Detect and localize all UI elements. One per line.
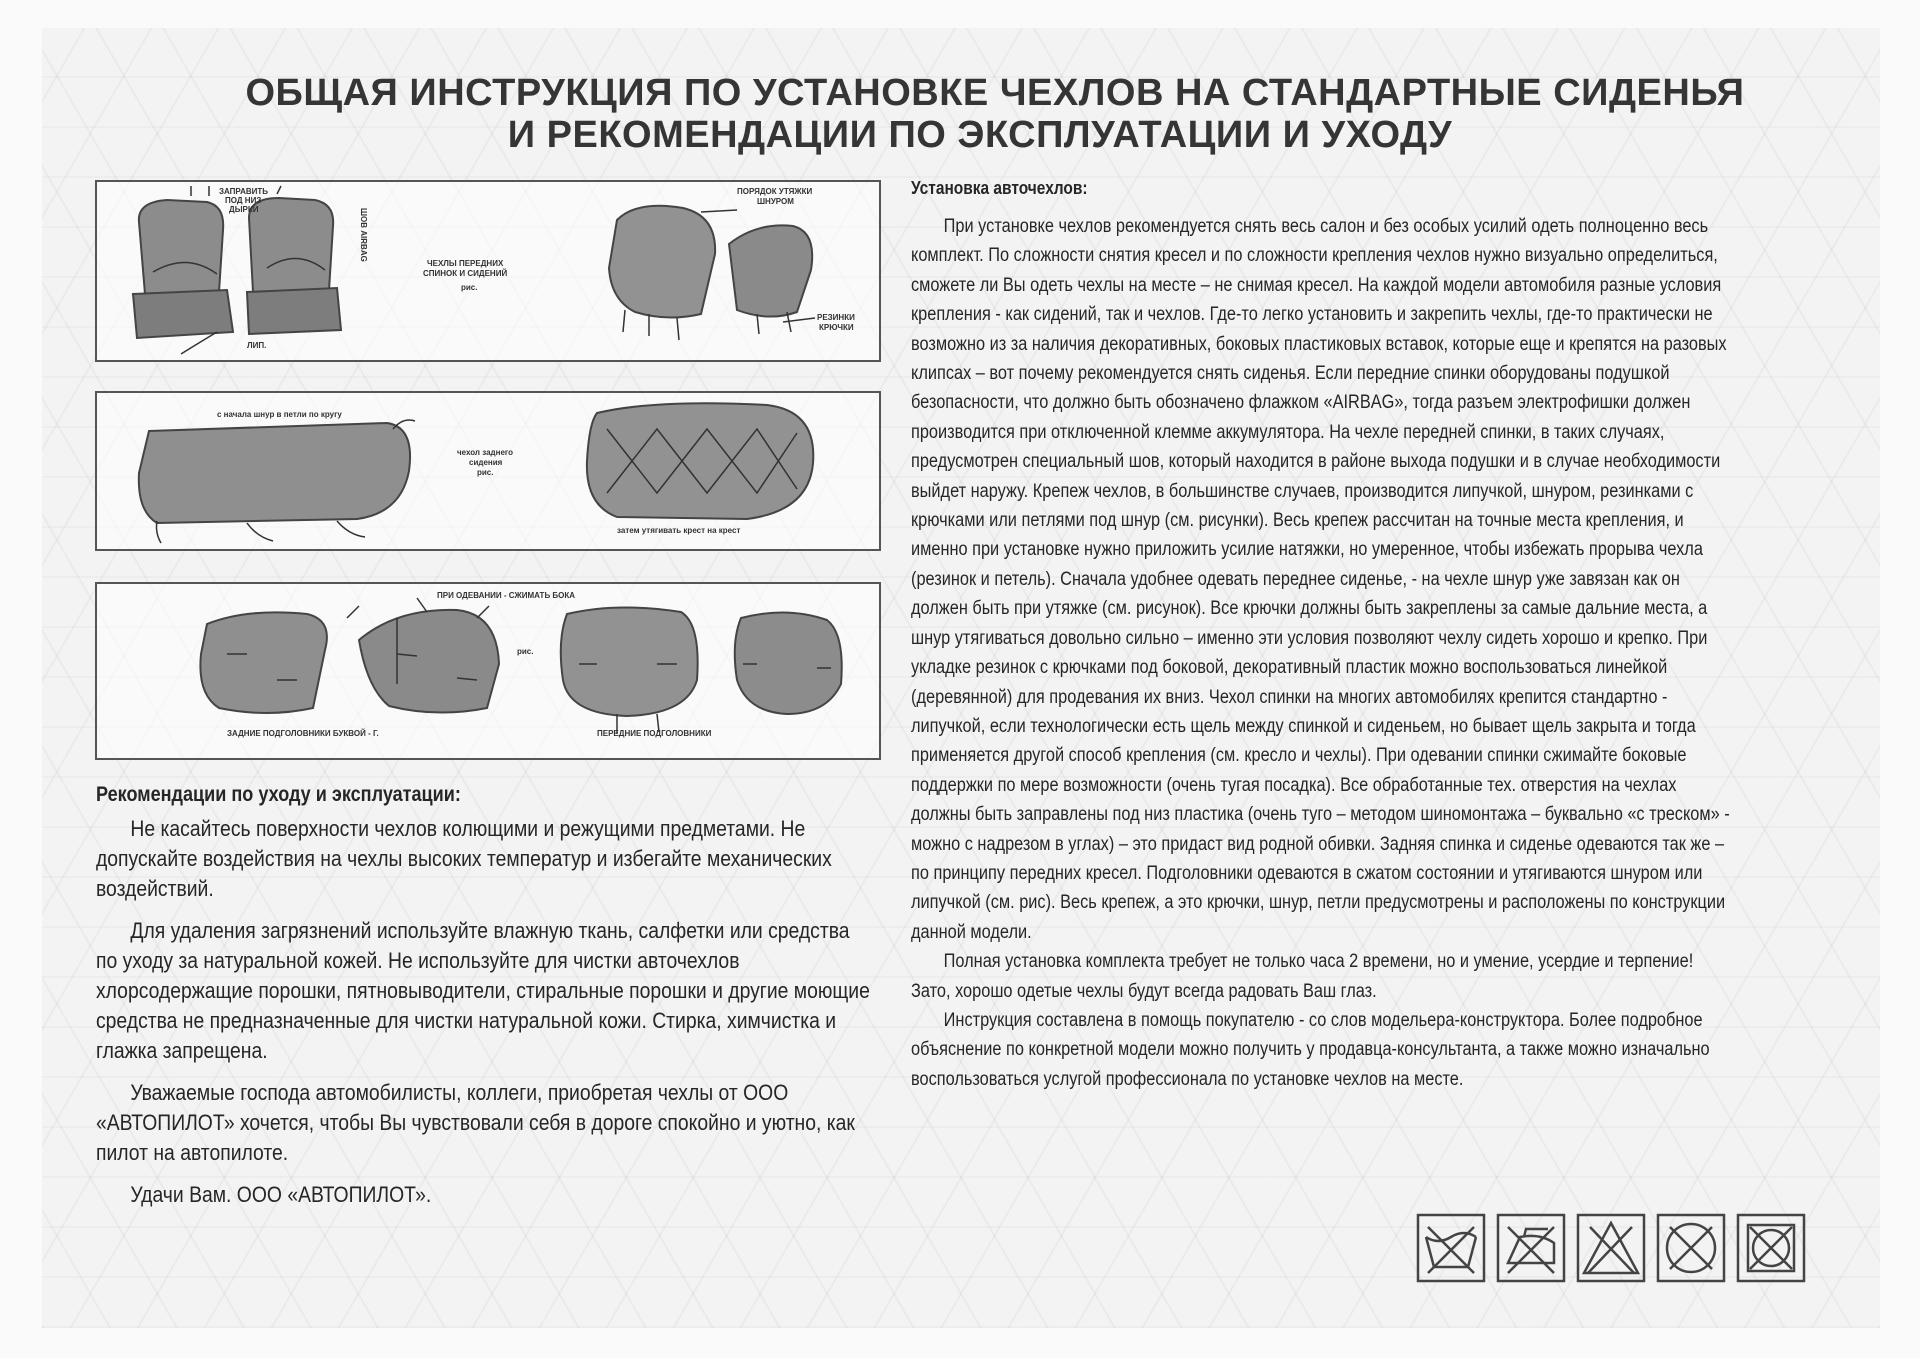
label-tuck: ЗАПРАВИТЬ <box>219 187 269 196</box>
caption-fig: рис. <box>461 283 478 292</box>
label-lacing-order: ПОРЯДОК УТЯЖКИ <box>737 187 813 196</box>
label-cross-lacing: затем утягивать крест на крест <box>617 526 741 535</box>
recommendation-paragraph-3: Уважаемые господа автомобилисты, коллеги, приобретая чехлы от ООО «АВТОПИЛОТ» хочется, чтобы Вы чувствовали себя в дороге спокойно и уютно, как пилот на автопилоте. <box>96 1080 855 1165</box>
label-lace-loops: с начала шнур в петли по кругу <box>217 410 342 419</box>
do-not-tumble-dry-icon <box>1656 1213 1726 1283</box>
installation-heading: Установка авточехлов: <box>911 178 1088 198</box>
seat-back-right <box>249 198 333 292</box>
headrest-cover-side <box>729 225 812 316</box>
rear-headrest-2 <box>359 610 499 713</box>
do-not-bleach-icon <box>1576 1213 1646 1283</box>
title-line-2: И РЕКОМЕНДАЦИИ ПО ЭКСПЛУАТАЦИИ И УХОДУ <box>507 114 1453 156</box>
rear-seat-cover-flat <box>139 423 410 523</box>
recommendation-signoff: Удачи Вам. ООО «АВТОПИЛОТ». <box>130 1182 432 1207</box>
label-airbag-seam: ШОВ AIRBAG <box>359 208 368 262</box>
front-headrest-2 <box>735 612 842 714</box>
caption-rear-cover: чехол заднего <box>457 448 514 457</box>
rear-seat-laced <box>587 403 813 519</box>
recommendation-paragraph-2: Для удаления загрязнений используйте влажную ткань, салфетки или средства по уходу за натуральной кожей. Не используйте для чистки авточехлов хлорсодержащие порошки, пятновыводители, стиральные порошки и другие моющие средства не предназначенные для чистки натуральной кожи. Стирка, химчистка и глажка запрещена. <box>96 918 870 1063</box>
label-squeeze-sides: ПРИ ОДЕВАНИИ - СЖИМАТЬ БОКА <box>437 591 576 600</box>
figure-front-seats <box>95 180 881 362</box>
page-title <box>0 72 1920 156</box>
figure-headrests <box>95 582 881 760</box>
care-symbols <box>1416 1213 1806 1283</box>
installation-body <box>911 212 1735 1094</box>
do-not-dry-clean-icon <box>1736 1213 1806 1283</box>
label-rear-headrests: ЗАДНИЕ ПОДГОЛОВНИКИ БУКВОЙ - Г. <box>227 729 379 738</box>
caption-front-covers-2: СПИНОК И СИДЕНИЙ <box>423 269 508 278</box>
installation-paragraph-2: Полная установка комплекта требует не только часа 2 времени, но и умение, усердие и терпение! Зато, хорошо одетые чехлы будут всегда радовать Ваш глаз. <box>911 951 1694 1002</box>
recommendations-heading: Рекомендации по уходу и эксплуатации: <box>96 783 461 806</box>
label-tuck-3: ДЫРКИ <box>229 205 259 214</box>
rear-headrest-1 <box>200 612 326 713</box>
headrest-cover-back <box>609 206 715 318</box>
figure-rear-seat <box>95 391 881 551</box>
label-front-headrests: ПЕРЕДНИЕ ПОДГОЛОВНИКИ <box>597 729 712 738</box>
label-elastics: РЕЗИНКИ <box>817 313 855 322</box>
installation-paragraph-3: Инструкция составлена в помощь покупателю - со слов модельера-конструктора. Более подробное объяснение по конкретной модели можно получить у продавца-консультанта, а также можно изначально воспользоваться услугой профессионала по установке чехлов на месте. <box>911 1009 1710 1090</box>
title-line-1: ОБЩАЯ ИНСТРУКЦИЯ ПО УСТАНОВКЕ ЧЕХЛОВ НА СТАНДАРТНЫЕ СИДЕНЬЯ <box>245 72 1745 114</box>
seat-cushion-right <box>247 288 341 334</box>
caption-front-covers: ЧЕХЛЫ ПЕРЕДНИХ <box>427 259 504 268</box>
label-hooks: КРЮЧКИ <box>819 323 854 332</box>
label-velcro: ЛИП. <box>247 341 267 350</box>
label-tuck-2: ПОД НИЗ <box>225 196 262 205</box>
do-not-wash-icon <box>1416 1213 1486 1283</box>
caption-rear-cover-3: рис. <box>477 468 494 477</box>
recommendation-paragraph-1: Не касайтесь поверхности чехлов колющими и режущими предметами. Не допускайте воздействия на чехлы высоких температур и избегайте механических воздействий. <box>96 816 832 901</box>
caption-rear-cover-2: сидения <box>469 458 503 467</box>
seat-back-left <box>139 200 223 294</box>
caption-headrests: рис. <box>517 647 534 656</box>
recommendations-body <box>96 814 874 1222</box>
installation-paragraph-1: При установке чехлов рекомендуется снять весь салон и без особых усилий одеть полноценно весь комплект. По сложности снятия кресел и по сложности крепления чехлов нужно визуально определиться, сможете ли Вы одеть чехлы на месте – не снимая кресел. На каждой модели автомобиля разные условия крепления - как сидений, так и чехлов. Где-то легко установить и закрепить чехлы, где-то практически не возможно из за наличия декоративных, боковых пластиковых вставок, которые еще и крепятся на разовых клипсах – вот почему рекомендуется снять сиденья. Если передние спинки оборудованы подушкой безопасности, что должно быть обозначено флажком «AIRBAG», тогда разъем электрофишки должен производится при отключенной клемме аккумулятора. На чехле передней спинки, в таких случаях, предусмотрен специальный шов, который находится в районе выхода подушки и в случае необходимости выйдет наружу. Крепеж чехлов, в большинстве случаев, производится липучкой, шнуром, резинками с крючками или петлями под шнур (см. рисунки). Весь крепеж рассчитан на точные места крепления, и именно при установке нужно приложить усилие натяжки, но умеренное, чтобы избежать прорыва чехла (резинок и петель). Сначала удобнее одевать переднее сиденье, - на чехле шнур уже завязан как он должен быть при утяжке (см. рисунок). Все крючки должны быть закреплены за самые дальние места, а шнур утягиваться довольно сильно – именно эти условия позволяют чехлу сидеть хорошо и крепко. При укладке резинок с крючками под боковой, декоративный пластик можно воспользоваться линейкой (деревянной) для продевания их вниз. Чехол спинки на многих автомобилях крепится стандартно - липучкой, если технологически есть щель между спинкой и сиденьем, но бывает щель закрыта и тогда применяется другой способ крепления (см. кресло и чехлы). При одевании спинки сжимайте боковые поддержки по мере возможности (очень тугая посадка). Все обработанные тех. отверстия на чехлах должны быть заправлены под низ пластика (очень туго – методом шиномонтажа – буквально «с треском» - можно с надрезом в углах) – это придаст вид родной обивки. Задняя спинка и сиденье одеваются так же – по принципу передних кресел. Подголовники одеваются в сжатом состоянии и утягиваются шнуром или липучкой (см. рис). Весь крепеж, а это крючки, шнур, петли предусмотрены и расположены по конструкции данной модели. <box>911 216 1730 943</box>
label-lacing-order-2: ШНУРОМ <box>757 197 794 206</box>
front-headrest-1 <box>561 607 698 716</box>
seat-cushion-left <box>133 290 233 338</box>
do-not-iron-icon <box>1496 1213 1566 1283</box>
